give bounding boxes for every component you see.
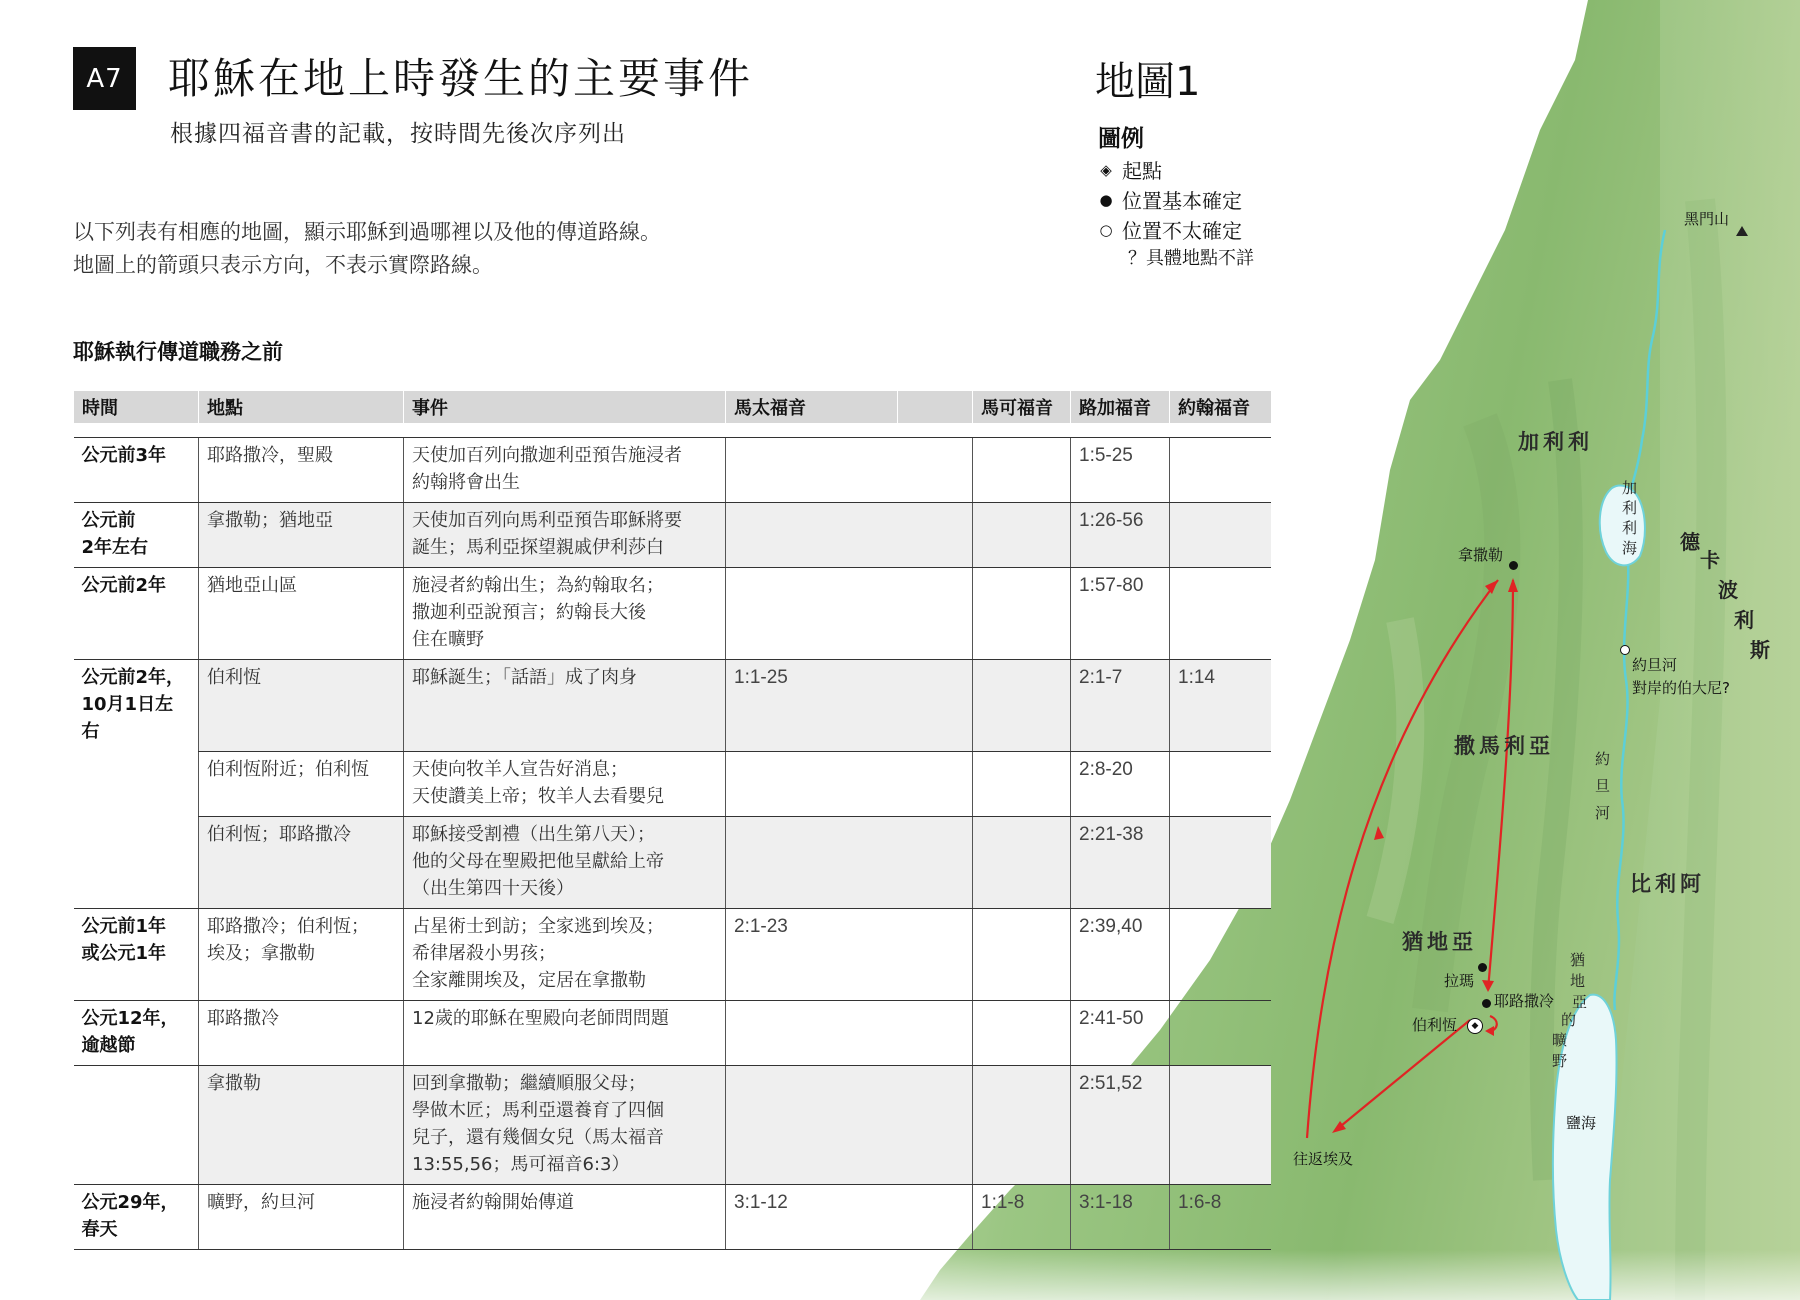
john-ref: [1170, 751, 1271, 816]
place-cell: 耶路撒冷: [199, 1000, 404, 1065]
mark-ref: [973, 751, 1071, 816]
jerusalem-dot-icon: [1482, 999, 1491, 1008]
time-cell: 公元前2年， 10月1日左右: [81, 667, 185, 742]
label-judean-wilderness: 猶 地: [1570, 951, 1586, 990]
matthew-ref: 3:1-12: [726, 1184, 898, 1249]
label-to-egypt: 往返埃及: [1293, 1150, 1354, 1168]
place-cell: 伯利恆；耶路撒冷: [199, 816, 404, 908]
table-header-row: [74, 391, 1271, 423]
place-cell: 猶地亞山區: [199, 568, 404, 660]
luke-ref: 2:21-38: [1071, 816, 1170, 908]
blank-cell: [898, 1000, 973, 1065]
john-ref: 1:6-8: [1170, 1184, 1271, 1249]
blank-cell: [898, 908, 973, 1000]
header-matthew: 馬太福音: [726, 391, 898, 423]
label-judean-wilderness-4: 曠 野: [1552, 1031, 1568, 1070]
luke-ref: 3:1-18: [1071, 1184, 1170, 1249]
matthew-ref: [726, 751, 898, 816]
matthew-ref: [726, 1065, 898, 1184]
label-jerusalem: 耶路撒冷: [1494, 992, 1555, 1010]
header-luke: 路加福音: [1071, 391, 1170, 423]
john-ref: [1170, 438, 1271, 503]
label-nazareth: 拿撒勒: [1458, 546, 1504, 564]
legend-label: 起點: [1122, 159, 1162, 183]
label-judean-wilderness-3: 的: [1561, 1011, 1577, 1029]
blank-cell: [898, 1184, 973, 1249]
matthew-ref: 2:1-23: [726, 908, 898, 1000]
label-bethlehem: 伯利恆: [1412, 1016, 1458, 1034]
label-mount-hermon: 黑門山: [1684, 210, 1730, 228]
mark-ref: [973, 503, 1071, 568]
time-cell: 公元前 2年左右: [74, 503, 199, 568]
table-row: [74, 503, 1271, 568]
header-blank: [898, 391, 973, 423]
label-decapolis-2: 卡: [1700, 548, 1720, 572]
map-title: 地圖1: [1095, 59, 1201, 105]
legend-start-point: [1098, 155, 1162, 184]
event-cell: 天使加百列向撒迦利亞預告施浸者 約翰將會出生: [404, 438, 726, 503]
event-cell: 耶穌接受割禮（出生第八天）； 他的父母在聖殿把他呈獻給上帝 （出生第四十天後）: [404, 816, 726, 908]
label-jordan-river: 約 旦 河: [1595, 750, 1611, 822]
table-row: [74, 568, 1271, 660]
legend-label: 位置基本確定: [1122, 189, 1242, 213]
ramah-dot-icon: [1478, 963, 1487, 972]
table-row: [74, 1184, 1271, 1249]
event-cell: 施浸者約翰開始傳道: [404, 1184, 726, 1249]
luke-ref: 2:51,52: [1071, 1065, 1170, 1184]
header-mark: 馬可福音: [973, 391, 1071, 423]
mark-ref: [973, 816, 1071, 908]
events-table: [73, 391, 1270, 1250]
matthew-ref: 1:1-25: [726, 660, 898, 752]
legend-unknown: [1128, 244, 1254, 270]
label-judean-wilderness-2: 亞: [1572, 993, 1588, 1011]
label-perea: 比利阿: [1630, 872, 1705, 896]
matthew-ref: [726, 438, 898, 503]
matthew-ref: [726, 568, 898, 660]
event-cell: 天使向牧羊人宣告好消息； 天使讚美上帝；牧羊人去看嬰兒: [404, 751, 726, 816]
place-cell: 伯利恆: [199, 660, 404, 752]
time-cell: [74, 1065, 199, 1184]
mark-ref: [973, 568, 1071, 660]
legend-certain: [1098, 185, 1242, 214]
label-decapolis: 德: [1680, 530, 1700, 554]
label-bethany-2: 對岸的伯大尼?: [1632, 679, 1730, 697]
john-ref: [1170, 1000, 1271, 1065]
matthew-ref: [726, 816, 898, 908]
intro-line-1: 以下列表有相應的地圖，顯示耶穌到過哪裡以及他的傳道路線。: [73, 220, 661, 244]
intro-text: [73, 216, 661, 282]
header-john: 約翰福音: [1170, 391, 1271, 423]
event-cell: 回到拿撒勒；繼續順服父母； 學做木匠；馬利亞還養育了四個 兒子，還有幾個女兒（馬太福音 13:55,56；馬可福音6:3）: [404, 1065, 726, 1184]
john-ref: [1170, 1065, 1271, 1184]
nazareth-dot-icon: [1509, 561, 1518, 570]
blank-cell: [898, 438, 973, 503]
label-decapolis-4: 利: [1734, 608, 1754, 632]
label-dead-sea: 鹽海: [1566, 1114, 1597, 1132]
place-cell: 耶路撒冷；伯利恆； 埃及；拿撒勒: [199, 908, 404, 1000]
luke-ref: 2:39,40: [1071, 908, 1170, 1000]
header-place: 地點: [199, 391, 404, 423]
place-cell: 耶路撒冷，聖殿: [199, 438, 404, 503]
legend-label: 位置不太確定: [1122, 219, 1242, 243]
page-title: 耶穌在地上時發生的主要事件: [168, 54, 754, 103]
john-ref: [1170, 503, 1271, 568]
table-row: [74, 908, 1271, 1000]
mark-ref: 1:1-8: [973, 1184, 1071, 1249]
time-cell: 公元12年， 逾越節: [74, 1000, 199, 1065]
label-sea-of-galilee: 加 利 利 海: [1622, 479, 1638, 557]
section-title: 耶穌執行傳道職務之前: [73, 340, 283, 364]
table-row: [74, 816, 1271, 908]
legend-title: 圖例: [1098, 126, 1144, 152]
table-row: [74, 1000, 1271, 1065]
header-time: 時間: [74, 391, 199, 423]
john-ref: [1170, 816, 1271, 908]
mark-ref: [973, 1065, 1071, 1184]
luke-ref: 1:26-56: [1071, 503, 1170, 568]
blank-cell: [898, 751, 973, 816]
hollow-dot-icon: ○: [1099, 220, 1113, 239]
bethany-ring-icon: [1620, 645, 1630, 655]
place-cell: 曠野，約旦河: [199, 1184, 404, 1249]
place-cell: 伯利恆附近；伯利恆: [199, 751, 404, 816]
mark-ref: [973, 660, 1071, 752]
luke-ref: 2:8-20: [1071, 751, 1170, 816]
label-decapolis-3: 波: [1718, 578, 1738, 602]
john-ref: 1:14: [1170, 660, 1271, 752]
bethlehem-start-icon: ◆: [1467, 1018, 1483, 1034]
time-cell: 公元29年， 春天: [74, 1184, 199, 1249]
start-point-icon: ◈: [1100, 160, 1112, 179]
blank-cell: [898, 503, 973, 568]
luke-ref: 1:5-25: [1071, 438, 1170, 503]
table-row: [74, 751, 1271, 816]
header-event: 事件: [404, 391, 726, 423]
label-bethany-1: 約旦河: [1632, 656, 1678, 674]
event-cell: 施浸者約翰出生；為約翰取名； 撒迦利亞說預言；約翰長大後 住在曠野: [404, 568, 726, 660]
label-ramah: 拉瑪: [1444, 972, 1475, 990]
legend-label: ？具體地點不詳: [1128, 248, 1254, 269]
label-judea: 猶地亞: [1402, 930, 1477, 954]
blank-cell: [898, 568, 973, 660]
table-row: [74, 660, 1271, 752]
event-cell: 耶穌誕生；「話語」成了肉身: [404, 660, 726, 752]
table-row: [74, 1065, 1271, 1184]
luke-ref: 1:57-80: [1071, 568, 1170, 660]
time-cell: [74, 751, 199, 816]
blank-cell: [898, 816, 973, 908]
intro-line-2: 地圖上的箭頭只表示方向，不表示實際路線。: [73, 253, 493, 277]
event-cell: 12歲的耶穌在聖殿向老師問問題: [404, 1000, 726, 1065]
table-row: [74, 438, 1271, 503]
label-galilee: 加利利: [1518, 430, 1593, 454]
mark-ref: [973, 438, 1071, 503]
time-cell: [74, 816, 199, 908]
blank-cell: [898, 1065, 973, 1184]
legend-uncertain: [1098, 215, 1242, 244]
event-cell: 占星術士到訪；全家逃到埃及； 希律屠殺小男孩； 全家離開埃及，定居在拿撒勒: [404, 908, 726, 1000]
place-cell: 拿撒勒；猶地亞: [199, 503, 404, 568]
time-cell: 公元前3年: [74, 438, 199, 503]
event-cell: 天使加百列向馬利亞預告耶穌將要 誕生；馬利亞探望親戚伊利莎白: [404, 503, 726, 568]
matthew-ref: [726, 503, 898, 568]
john-ref: [1170, 908, 1271, 1000]
page-subtitle: 根據四福音書的記載，按時間先後次序列出: [170, 121, 626, 147]
time-cell: 公元前1年 或公元1年: [74, 908, 199, 1000]
mark-ref: [973, 908, 1071, 1000]
label-samaria: 撒馬利亞: [1454, 734, 1554, 758]
time-cell: 公元前2年: [74, 568, 199, 660]
luke-ref: 2:41-50: [1071, 1000, 1170, 1065]
mark-ref: [973, 1000, 1071, 1065]
john-ref: [1170, 568, 1271, 660]
place-cell: 拿撒勒: [199, 1065, 404, 1184]
appendix-badge: A7: [73, 47, 136, 110]
blank-cell: [898, 660, 973, 752]
filled-dot-icon: ●: [1099, 190, 1113, 209]
matthew-ref: [726, 1000, 898, 1065]
luke-ref: 2:1-7: [1071, 660, 1170, 752]
label-decapolis-5: 斯: [1750, 638, 1770, 662]
